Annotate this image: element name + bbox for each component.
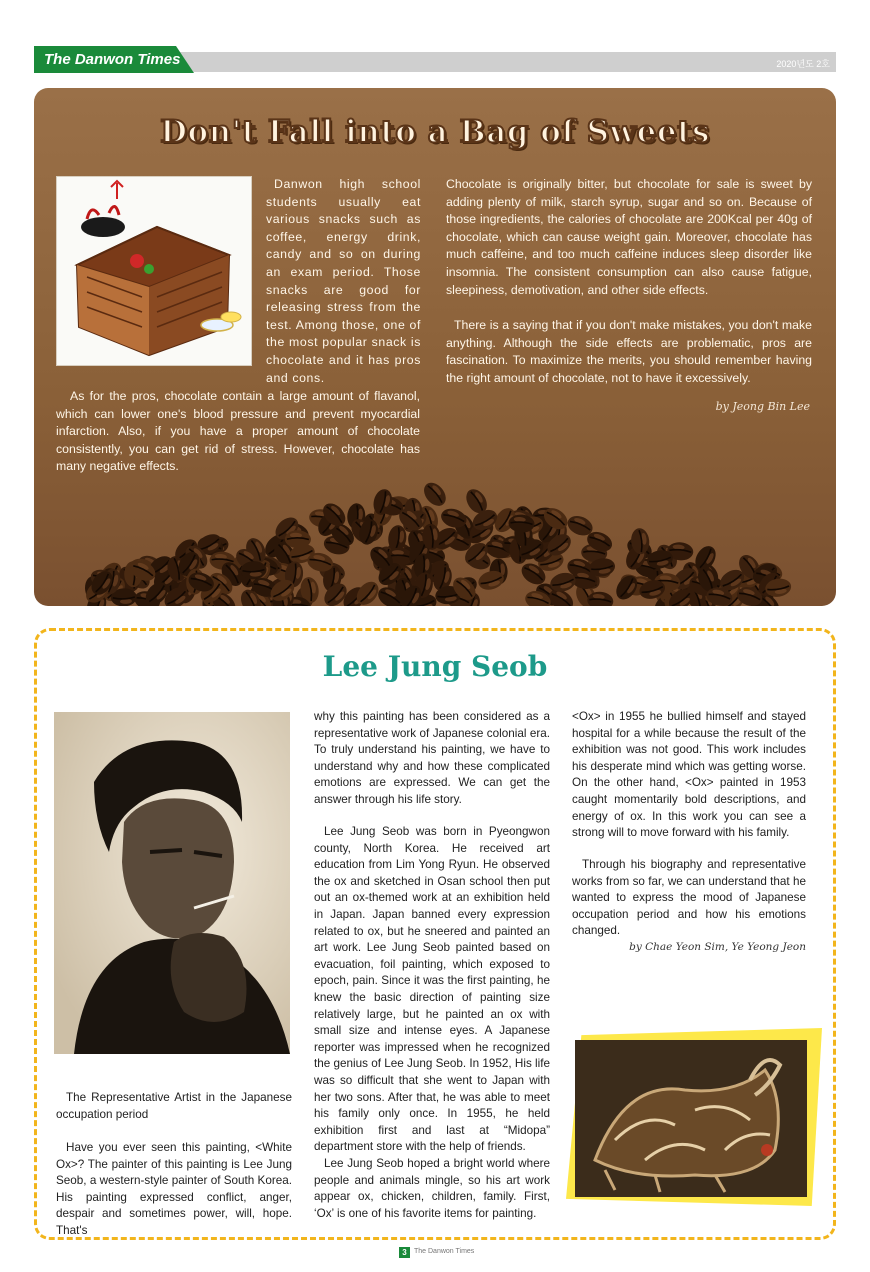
article2-title: Lee Jung Seob <box>322 650 548 683</box>
article1-byline: by Jeong Bin Lee <box>715 400 810 413</box>
coffee-bean <box>420 479 451 510</box>
article1-paragraph-4: There is a saying that if you don't make mistakes, you don't make anything. Although the side effects are problematic, pros are fascination. To maximize the merits, you should remember having the right amount of chocolate, not to have it excessively. <box>446 318 812 385</box>
article2-paragraph-3: Lee Jung Seob was born in Pyeongwon county, North Korea. He received art education from Lim Yong Ryun. He observed the ox and sketched in Osan school then put out an ox-themed work at an exhibition held in Japan. Japan banned every expression related to ox, but he sneered and painted an art work. Lee Jung Seob painted based on evacuation, foil painting, which exposed to epoch, pain. Since it was the first painting, he knew the basic direction of painting size relatively large, but he painted an ox with small size and intense eyes. A Japanese reporter was impressed when he recognized the genius of Lee Jung Seob. In 1952, His life was so difficult that she went to Japan with her two sons. After that, he was able to meet his family only once. In 1955, he held exhibition first and last at “Midopa” department store with the help of friends. <box>314 825 550 1154</box>
ox-painting <box>575 1040 807 1197</box>
cake-drawing-icon <box>57 177 253 367</box>
cake-illustration <box>56 176 252 366</box>
article-title: Don't Fall into a Bag of Sweets <box>160 114 710 150</box>
article2-paragraph-1: Have you ever seen this painting, <White Ox>? The painter of this painting is Lee Jung Seob, a western-style painter of South Korea. His painting expressed conflict, anger, despair and sometimes power, will, hope. That's <box>56 1141 292 1237</box>
coffee-beans-image <box>34 468 836 606</box>
ox-painting-icon <box>575 1040 807 1197</box>
article1-paragraph-3: Chocolate is originally bitter, but chocolate for sale is sweet by adding plenty of milk, starch syrup, sugar and so on. Because of those ingredients, the calories of chocolate are 200Kcal per 40g of chocolate, which can cause weight gain. Moreover, chocolate has much caffeine, and too much caffeine induces sleep disorder like insomnia. The consistent consumption can also cause fatigue, sleepiness, demotivation, and other side effects. <box>446 177 812 297</box>
photo-caption: The Representative Artist in the Japanese occupation period <box>56 1091 292 1121</box>
article2-byline: by Chae Yeon Sim, Ye Yeong Jeon <box>629 941 806 953</box>
article2-paragraph-2: why this painting has been considered as a representative work of Japanese colonial era. To truly understand his painting, we have to understand why and how these complicated emotions are expressed. We can get the answer through his life story. <box>314 710 550 806</box>
article2-paragraph-4: Lee Jung Seob hoped a bright world where people and animals mingle, so his art work appear ox, chicken, children, family. First, ‘Ox’ is one of his favorite items for painting. <box>314 1157 550 1220</box>
portrait-photo <box>54 712 290 1054</box>
portrait-icon <box>54 712 290 1054</box>
article1-paragraph-2: As for the pros, chocolate contain a large amount of flavanol, which can lower one's blood pressure and prevent myocardial infarction. Also, if you have a proper amount of chocolate consistently, you can get rid of stress. However, chocolate has many negative effects. <box>56 389 420 474</box>
article2-paragraph-6: Through his biography and representative works from so far, we can understand that he wanted to express the mood of Japanese occupation period and how his emotions changed. <box>572 858 806 938</box>
footer-publication: The Danwon Times <box>414 1248 475 1255</box>
chocolate-article-panel <box>34 88 836 606</box>
article2-paragraph-5: <Ox> in 1955 he bullied himself and stayed hospital for a while because the result of the exhibition was not good. This work includes his desperate mind which was getting worse. On the other hand, <Ox> painted in 1953 caught momentarily bold descriptions, and energy of ox. In this work you can see a strong will to move forward with his family. <box>572 710 806 840</box>
article1-paragraph-1: Danwon high school students usually eat various snacks such as coffee, energy drink, candy and so on during an exam period. Those snacks are good for releasing stress from the test. Among those, one of the most popular snack is chocolate and it has pros and cons. <box>266 177 421 385</box>
page-number: 3 <box>399 1247 410 1258</box>
publication-title: The Danwon Times <box>44 51 181 68</box>
issue-number: 2020년도 2호 <box>776 59 830 69</box>
